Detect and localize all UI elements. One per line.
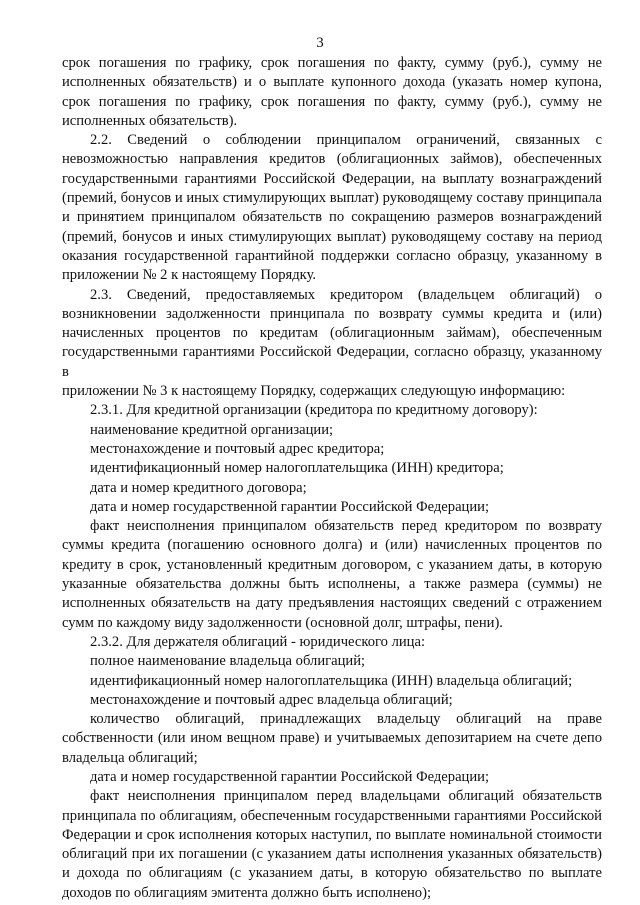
paragraph-2-3-preposition: в xyxy=(62,363,69,380)
paragraph-2-3-1: 2.3.1. Для кредитной организации (кредитора по кредитному договору): xyxy=(90,402,538,419)
list-item-guarantee-date: дата и номер государственной гарантии Российской Федерации; xyxy=(90,498,490,515)
document-body xyxy=(62,54,602,903)
page-number: 3 xyxy=(316,35,324,51)
list-item-bondholder-inn: идентификационный номер налогоплательщика (ИНН) владельца облигаций; xyxy=(90,672,573,689)
list-item-credit-org-name: наименование кредитной организации; xyxy=(90,421,334,438)
paragraph-2-3: 2.3. Сведений, предоставляемых кредитором (владельцем облигаций) о возникновении задолженности принципала по возврату суммы кредита и (или) начисленных процентов по кредитам (облигационным займам), обеспеченным государственными гарантиями Российской Федерации, согласно образцу, указанному xyxy=(62,286,602,361)
paragraph-2-2: 2.2. Сведений о соблюдении принципалом ограничений, связанных с невозможностью направления кредитов (облигационных займов), обеспеченных государственными гарантиями Российской Федерации, на выплату вознаграждений (премий, бонусов и иных стимулирующих выплат) руководящему составу принципала и принятием принципалом обязательств по сокращению размеров вознаграждений (премий, бонусов и иных стимулирующих выплат) руководящему составу на период оказания государственной гарантийной поддержки согласно образцу, указанному в приложении № 2 к настоящему Порядку. xyxy=(62,132,602,284)
list-item-bond-default-fact: факт неисполнения принципалом перед владельцами облигаций обязательств принципала по облигациям, обеспеченным государственными гарантиями Российской Федерации и срок исполнения которых наступил, по выплате номинальной стоимости облигаций при их погашении (с указанием даты исполнения указанных обязательств) и дохода по облигациям (с указанием даты, в которую обязательство по выплате доходов по облигациям эмитента должно быть исполнено); xyxy=(62,788,602,901)
list-item-default-fact: факт неисполнения принципалом обязательств перед кредитором по возврату суммы кредита (погашению основного долга) и (или) начисленных процентов по кредиту в срок, установленный кредитным договором, с указанием даты, в которую указанные обязательства должны быть исполнены, а также размера (суммы) не исполненных обязательств на дату предъявления настоящих сведений с отражением сумм по каждому виду задолженности (основной долг, штрафы, пени). xyxy=(62,518,602,631)
list-item-creditor-inn: идентификационный номер налогоплательщика (ИНН) кредитора; xyxy=(90,460,504,477)
paragraph-2-3-end: приложении № 3 к настоящему Порядку, содержащих следующую информацию: xyxy=(62,383,566,400)
list-item-bond-quantity: количество облигаций, принадлежащих владельцу облигаций на праве собственности (или ином вещном праве) и учитываемых депозитарием на счете депо владельца облигаций; xyxy=(62,711,602,766)
list-item-bondholder-name: полное наименование владельца облигаций; xyxy=(90,653,366,670)
list-item-bondholder-address: местонахождение и почтовый адрес владельца облигаций; xyxy=(90,691,453,708)
list-item-creditor-address: местонахождение и почтовый адрес кредитора; xyxy=(90,440,385,457)
paragraph-2-3-2: 2.3.2. Для держателя облигаций - юридического лица: xyxy=(90,633,426,650)
list-item-guarantee-date-2: дата и номер государственной гарантии Российской Федерации; xyxy=(90,768,490,785)
paragraph-continuation: срок погашения по графику, срок погашения по факту, сумму (руб.), сумму не исполненных обязательств) и о выплате купонного дохода (указать номер купона, срок погашения по графику, срок погашения по факту, сумму (руб.), сумму не исполненных обязательств). xyxy=(62,55,602,129)
list-item-credit-agreement: дата и номер кредитного договора; xyxy=(90,479,307,496)
